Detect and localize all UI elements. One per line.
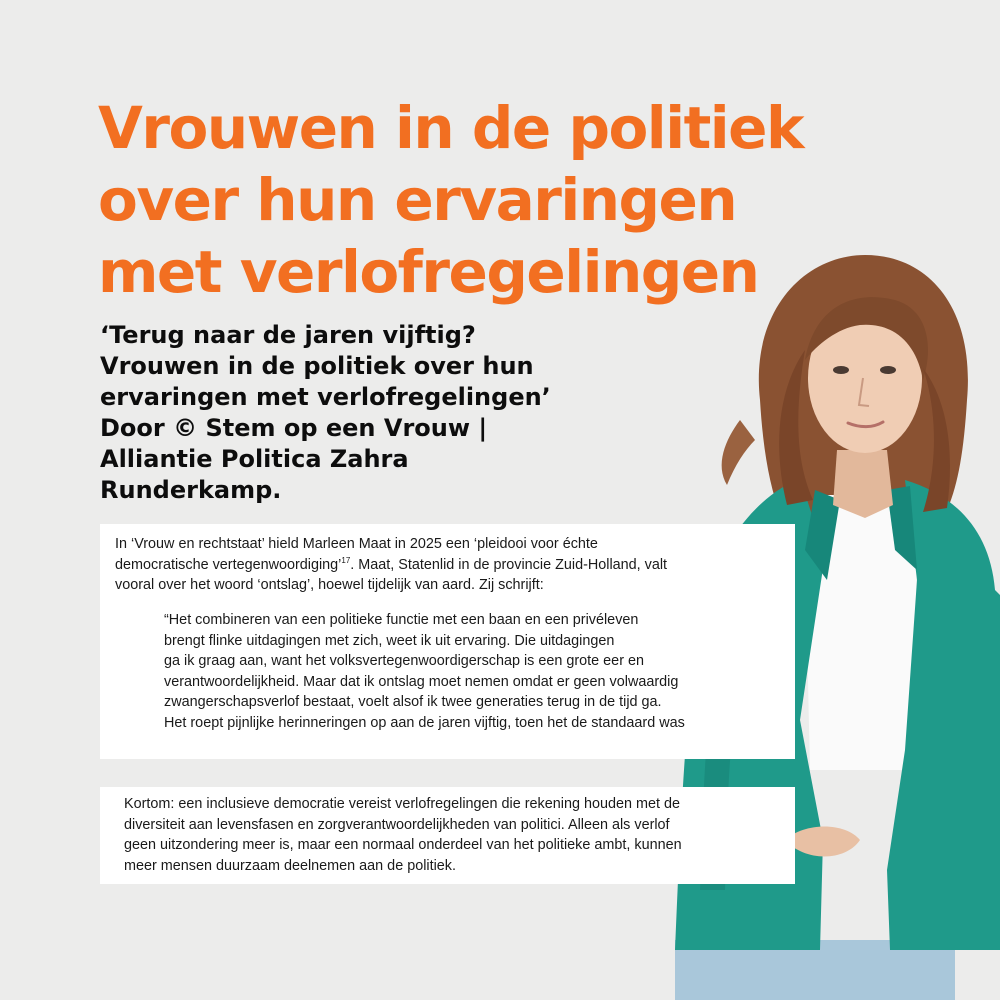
text-line: meer mensen duurzaam deelnemen aan de politiek.	[124, 857, 456, 874]
quote-line: ga ik graag aan, want het volksvertegenwoordigerschap is een grote eer en	[164, 653, 644, 669]
title-line: over hun ervaringen	[98, 166, 737, 234]
subtitle	[100, 320, 660, 506]
text-line: geen uitzondering meer is, maar een normaal onderdeel van het politieke ambt, kunnen	[124, 837, 682, 853]
subtitle-line: Alliantie Politica Zahra	[100, 445, 409, 473]
text-line	[115, 555, 667, 576]
quote-text-box	[100, 524, 795, 759]
intro-paragraph	[115, 534, 667, 596]
subtitle-line: ‘Terug naar de jaren vijftig?	[100, 321, 476, 349]
blockquote	[164, 610, 685, 733]
title-line: Vrouwen in de politiek	[98, 94, 804, 162]
quote-line: “Het combineren van een politieke functie met een baan en een privéleven	[164, 612, 639, 628]
subtitle-line: Runderkamp.	[100, 476, 282, 504]
text-line: diversiteit aan levensfasen en zorgverantwoordelijkheden van politici. Alleen als verlof	[124, 816, 670, 833]
text-line: In ‘Vrouw en rechtstaat’ hield Marleen Maat in 2025 een ‘pleidooi voor échte	[115, 536, 598, 552]
quote-line: zwangerschapsverlof bestaat, voelt alsof ik twee generaties terug in de tijd ga.	[164, 694, 662, 710]
page-title	[98, 92, 958, 308]
title-line: met verlofregelingen	[98, 238, 759, 306]
subtitle-line: Door © Stem op een Vrouw |	[100, 414, 488, 442]
quote-line: brengt flinke uitdagingen met zich, weet ik uit ervaring. Die uitdagingen	[164, 632, 615, 649]
conclusion-text-box	[100, 787, 795, 884]
subtitle-line: ervaringen met verlofregelingen’	[100, 383, 551, 411]
text-line: vooral over het woord ‘ontslag’, hoewel tijdelijk van aard. Zij schrijft:	[115, 577, 544, 593]
footnote-marker: 17	[341, 555, 351, 565]
text-line: Kortom: een inclusieve democratie vereist verlofregelingen die rekening houden met de	[124, 796, 680, 812]
subtitle-line: Vrouwen in de politiek over hun	[100, 352, 534, 380]
quote-line: Het roept pijnlijke herinneringen op aan de jaren vijftig, toen het de standaard was	[164, 714, 685, 731]
text-fragment: democratische vertegenwoordiging’	[115, 556, 342, 573]
text-fragment: . Maat, Statenlid in de provincie Zuid-Holland, valt	[350, 556, 668, 573]
conclusion-paragraph	[124, 794, 682, 876]
quote-line: verantwoordelijkheid. Maar dat ik ontslag moet nemen omdat er geen volwaardig	[164, 673, 679, 690]
